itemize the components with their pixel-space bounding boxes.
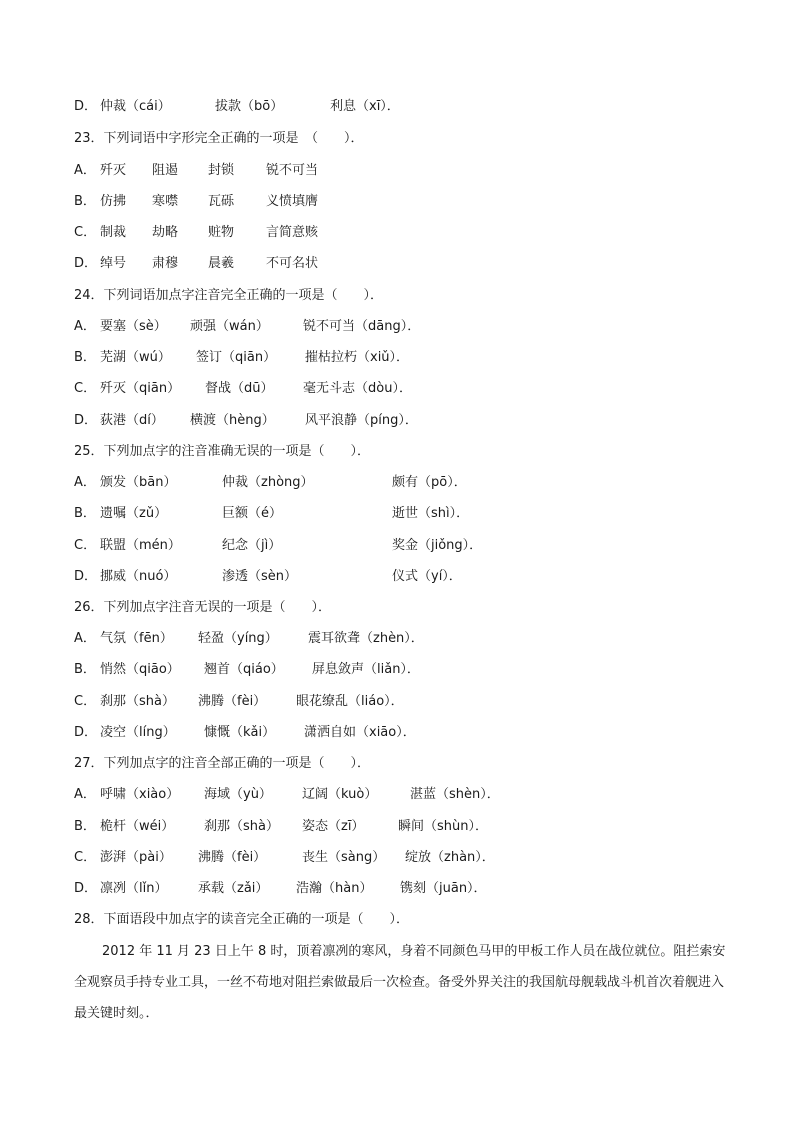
passage-paragraph: 2012 年 11 月 23 日上午 8 时，顶着凛冽的寒风，身着不同颜色马甲的甲板工作人员在战位就位。阻拦索安全观察员手持专业工具，一丝不苟地对阻拦索做最后一次检查。备受外界关注的我国航母舰载战斗机首次着舰进入最关键时刻。． [74,944,726,1021]
option-item: 歼灭（qiān） [100,381,181,396]
option-letter: A． [74,163,96,178]
option-item: 震耳欲聋（zhèn）． [308,631,424,646]
answer-option [74,784,500,806]
option-item: 风平浪静（píng）． [305,413,418,428]
option-item: 澎湃（pài） [100,850,172,865]
option-letter: B． [74,662,96,677]
option-item: 绰号 [100,256,127,271]
option-item: 横渡（hèng） [190,413,275,428]
option-item: 沸腾（fèi） [198,850,267,865]
question-stem: 25．下列加点字的注音准确无误的一项是（ ）． [74,444,371,459]
option-item: 仪式（yí）． [392,569,462,584]
option-item: 阻遏 [152,163,179,178]
option-item: 眼花缭乱（liáo）． [296,694,404,709]
option-item: 绽放（zhàn）． [405,850,495,865]
option-item: 渗透（sèn） [222,569,298,584]
option-item: 拔款（bō） [215,99,284,114]
option-item: 锐不可当（dāng）． [303,319,421,334]
option-item: 遗嘱（zǔ） [100,506,168,521]
option-item: 浩瀚（hàn） [296,881,373,896]
option-item: 丧生（sàng） [302,850,386,865]
answer-option [74,847,495,869]
option-item: 姿态（zī） [302,819,365,834]
option-item: 巨额（é） [222,506,282,521]
option-letter: B． [74,194,96,209]
option-item: 呼啸（xiào） [100,787,180,802]
option-item: 赃物 [208,225,235,240]
answer-option [74,878,487,900]
answer-option [74,503,470,525]
option-item: 肃穆 [152,256,179,271]
option-item: 瞬间（shùn）． [398,819,488,834]
option-letter: C． [74,538,97,553]
option-item: 海域（yù） [204,787,272,802]
option-item: 桅杆（wéi） [100,819,175,834]
option-item: 湛蓝（shèn）． [410,787,500,802]
option-item: 制裁 [100,225,127,240]
option-item: 仿拂 [100,194,127,209]
option-letter: C． [74,694,97,709]
option-item: 义愤填膺 [266,194,319,209]
option-item: 颇有（pō）． [392,475,467,490]
option-item: 封锁 [208,163,235,178]
answer-option [74,691,404,713]
answer-option [74,347,410,369]
option-item: 锐不可当 [266,163,319,178]
option-item: 屏息敛声（liǎn）． [312,662,420,677]
option-item: 芜湖（wú） [100,350,171,365]
option-letter: A． [74,319,96,334]
answer-option [74,535,483,557]
option-letter: D． [74,413,98,428]
option-letter: B． [74,350,96,365]
question-stem: 24．下列词语加点字注音完全正确的一项是（ ）． [74,288,384,303]
option-item: 荻港（dí） [100,413,164,428]
option-letter: D． [74,881,98,896]
option-letter: D． [74,99,98,114]
option-item: 利息（xī）． [330,99,400,114]
option-letter: C． [74,225,97,240]
option-item: 挪威（nuó） [100,569,177,584]
option-item: 颁发（bān） [100,475,177,490]
option-item: 毫无斗志（dòu）． [303,381,412,396]
option-item: 凌空（líng） [100,725,176,740]
option-item: 联盟（mén） [100,538,181,553]
option-item: 顽强（wán） [190,319,269,334]
option-letter: C． [74,850,97,865]
option-item: 慷慨（kǎi） [204,725,276,740]
option-letter: A． [74,787,96,802]
option-item: 奖金（jiǒng）． [392,538,483,553]
option-item: 劫略 [152,225,179,240]
option-item: 气氛（fēn） [100,631,173,646]
option-item: 不可名状 [266,256,319,271]
answer-option [74,222,319,244]
option-item: 悄然（qiāo） [100,662,180,677]
option-item: 寒噤 [152,194,179,209]
option-item: 轻盈（yíng） [198,631,278,646]
question-stem: 23．下列词语中字形完全正确的一项是 （ ）． [74,131,364,146]
option-letter: B． [74,819,96,834]
option-item: 瓦砾 [208,194,235,209]
answer-option [74,472,467,494]
answer-option [74,566,462,588]
option-item: 纪念（jì） [222,538,282,553]
option-item: 歼灭 [100,163,127,178]
answer-option [74,816,488,838]
answer-option [74,410,418,432]
answer-option [74,659,420,681]
answer-option [74,378,412,400]
option-item: 沸腾（fèi） [198,694,267,709]
answer-option [74,316,421,338]
question-stem: 27．下列加点字的注音全部正确的一项是（ ）． [74,756,371,771]
option-letter: B． [74,506,96,521]
option-letter: C． [74,381,97,396]
option-item: 凛冽（lǐn） [100,881,168,896]
option-letter: A． [74,475,96,490]
option-item: 刹那（shà） [100,694,175,709]
option-item: 言简意赅 [266,225,319,240]
option-item: 潇洒自如（xiāo）． [304,725,416,740]
answer-option [74,722,416,744]
option-letter: A． [74,631,96,646]
option-item: 镌刻（juān）． [400,881,487,896]
option-letter: D． [74,256,98,271]
option-letter: D． [74,725,98,740]
option-item: 辽阔（kuò） [302,787,378,802]
answer-option [74,253,319,275]
question-stem: 26．下列加点字注音无误的一项是（ ）． [74,600,332,615]
option-item: 签订（qiān） [196,350,277,365]
answer-option [74,191,319,213]
answer-option [74,628,424,650]
option-item: 翘首（qiáo） [204,662,284,677]
option-item: 晨羲 [208,256,235,271]
option-item: 仲裁（cái） [100,99,171,114]
question-stem: 28．下面语段中加点字的读音完全正确的一项是（ ）． [74,912,410,927]
option-item: 仲裁（zhòng） [222,475,314,490]
option-letter: D． [74,569,98,584]
answer-option [74,96,400,118]
option-item: 承载（zǎi） [198,881,269,896]
option-item: 摧枯拉朽（xiǔ）． [305,350,410,365]
option-item: 要塞（sè） [100,319,167,334]
option-item: 刹那（shà） [204,819,279,834]
option-item: 督战（dū） [205,381,274,396]
answer-option [74,160,319,182]
option-item: 逝世（shì）． [392,506,470,521]
